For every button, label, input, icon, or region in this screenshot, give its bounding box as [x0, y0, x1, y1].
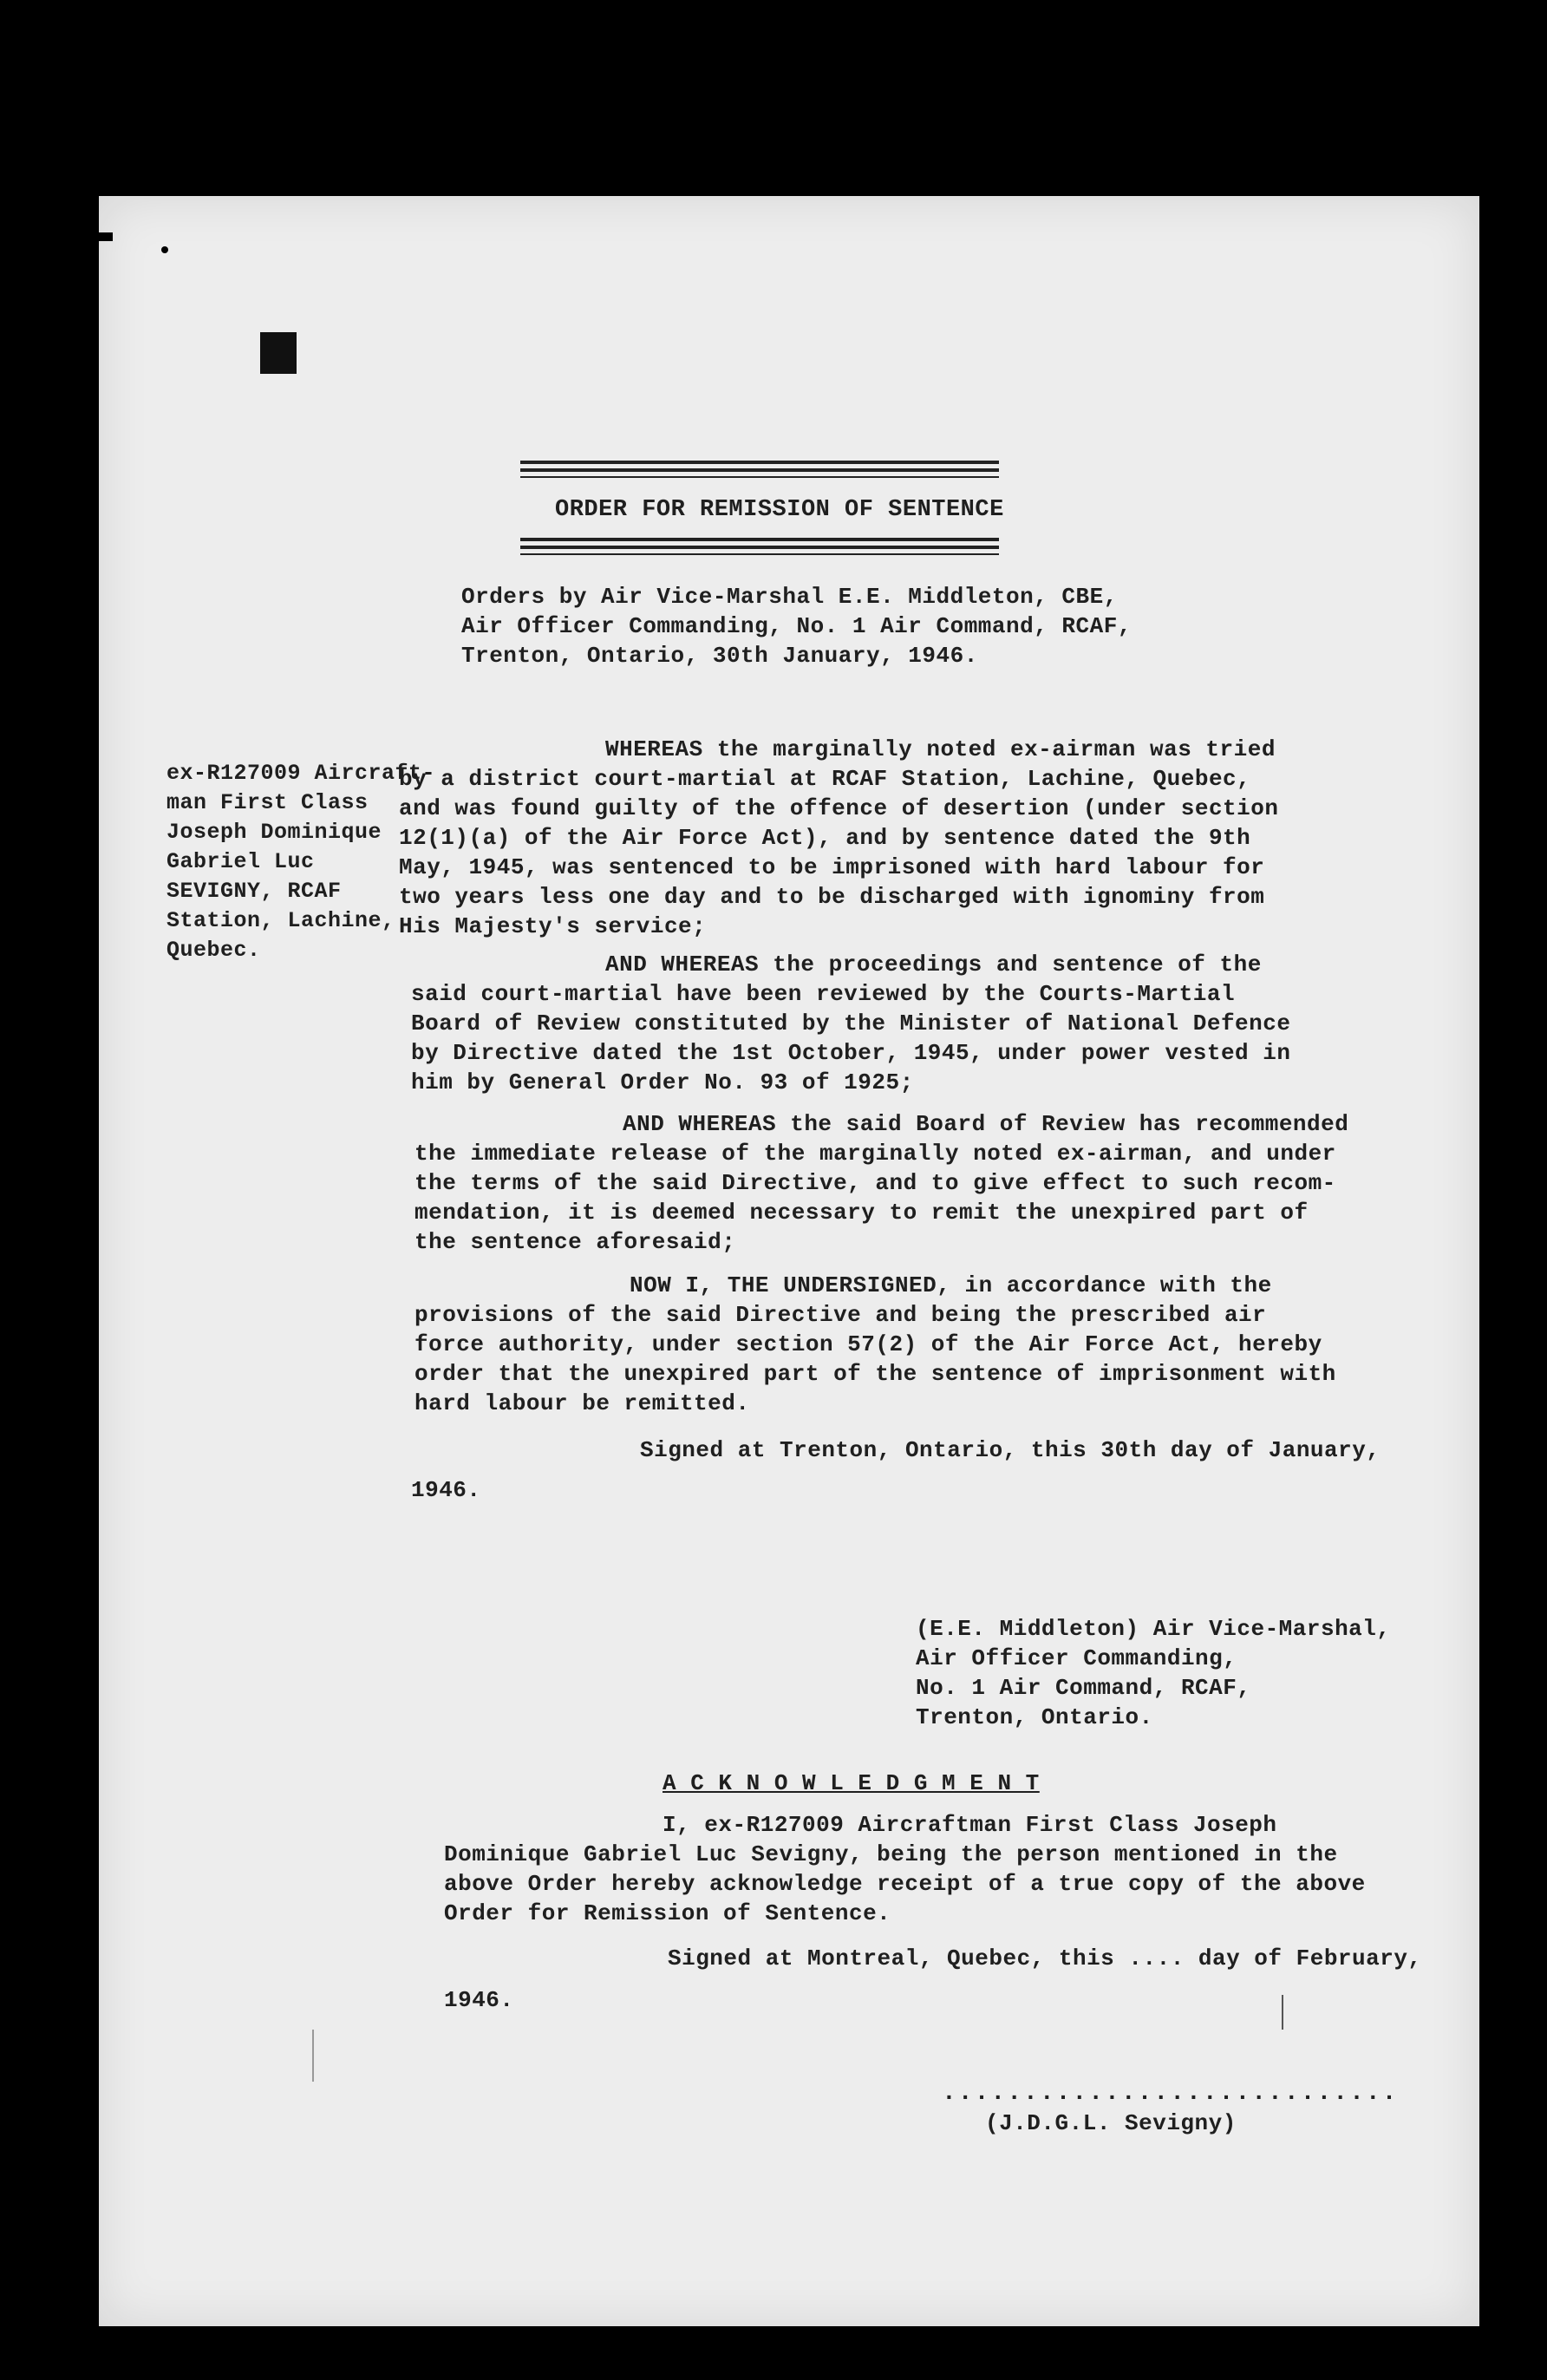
body-line: by Directive dated the 1st October, 1945, under power vested in: [411, 1040, 1291, 1066]
margin-line: Station, Lachine,: [166, 908, 395, 933]
document-title: ORDER FOR REMISSION OF SENTENCE: [555, 497, 1004, 523]
body-line: AND WHEREAS the proceedings and sentence of the: [605, 951, 1262, 978]
signed-line: Signed at Trenton, Ontario, this 30th day of January,: [640, 1437, 1381, 1463]
body-line: by a district court-martial at RCAF Station, Lachine, Quebec,: [399, 766, 1251, 792]
title-rule-bottom-3: [520, 553, 999, 555]
margin-mark: [1282, 1995, 1283, 2030]
margin-line: Gabriel Luc: [166, 849, 315, 874]
body-line: two years less one day and to be discharged with ignominy from: [399, 884, 1265, 910]
margin-mark: [312, 2030, 314, 2082]
punch-mark: [260, 332, 297, 374]
body-line: order that the unexpired part of the sentence of imprisonment with: [414, 1361, 1336, 1387]
body-line: May, 1945, was sentenced to be imprisoned with hard labour for: [399, 854, 1265, 880]
signature-line: Trenton, Ontario.: [916, 1704, 1153, 1730]
margin-line: Quebec.: [166, 938, 261, 963]
body-line: AND WHEREAS the said Board of Review has recommended: [623, 1111, 1349, 1137]
body-line: him by General Order No. 93 of 1925;: [411, 1069, 914, 1095]
margin-line: SEVIGNY, RCAF: [166, 879, 342, 904]
title-rule-bottom-2: [520, 546, 999, 549]
page-speck: [161, 246, 168, 253]
signature-line: No. 1 Air Command, RCAF,: [916, 1675, 1251, 1701]
signature-line: (E.E. Middleton) Air Vice-Marshal,: [916, 1616, 1391, 1642]
signature-dotted-line: ............................: [942, 2080, 1399, 2107]
header-line: Air Officer Commanding, No. 1 Air Command, RCAF,: [461, 613, 1132, 639]
body-line: NOW I, THE UNDERSIGNED, in accordance with the: [630, 1272, 1272, 1298]
page-notch: [99, 232, 113, 241]
body-line: the sentence aforesaid;: [414, 1229, 736, 1255]
body-line: WHEREAS the marginally noted ex-airman was tried: [605, 736, 1276, 762]
ack-line: above Order hereby acknowledge receipt of a true copy of the above: [444, 1871, 1366, 1897]
header-line: Orders by Air Vice-Marshal E.E. Middleton, CBE,: [461, 584, 1118, 610]
ack-signed-line: Signed at Montreal, Quebec, this .... day of February,: [668, 1945, 1422, 1971]
title-rule-top-3: [520, 476, 999, 478]
header-line: Trenton, Ontario, 30th January, 1946.: [461, 643, 978, 669]
body-line: the terms of the said Directive, and to give effect to such recom-: [414, 1170, 1336, 1196]
body-line: Board of Review constituted by the Minister of National Defence: [411, 1010, 1291, 1036]
title-rule-top-2: [520, 468, 999, 472]
ack-title: A C K N O W L E D G M E N T: [663, 1770, 1040, 1796]
body-line: 12(1)(a) of the Air Force Act), and by sentence dated the 9th: [399, 825, 1251, 851]
body-line: mendation, it is deemed necessary to remit the unexpired part of: [414, 1200, 1309, 1226]
body-line: and was found guilty of the offence of desertion (under section: [399, 795, 1279, 821]
signed-year: 1946.: [411, 1477, 481, 1503]
margin-line: ex-R127009 Aircraft-: [166, 761, 436, 786]
signature-line: Air Officer Commanding,: [916, 1645, 1237, 1671]
ack-line: Dominique Gabriel Luc Sevigny, being the person mentioned in the: [444, 1841, 1338, 1867]
ack-year: 1946.: [444, 1987, 514, 2013]
ack-signature-name: (J.D.G.L. Sevigny): [985, 2110, 1237, 2136]
body-line: His Majesty's service;: [399, 913, 707, 939]
ack-line: Order for Remission of Sentence.: [444, 1900, 891, 1926]
ack-line: I, ex-R127009 Aircraftman First Class Joseph: [663, 1812, 1277, 1838]
margin-line: man First Class: [166, 790, 369, 815]
body-line: force authority, under section 57(2) of the Air Force Act, hereby: [414, 1331, 1322, 1357]
body-line: the immediate release of the marginally noted ex-airman, and under: [414, 1141, 1336, 1167]
body-line: hard labour be remitted.: [414, 1390, 750, 1416]
body-line: provisions of the said Directive and being the prescribed air: [414, 1302, 1267, 1328]
title-rule-bottom-1: [520, 538, 999, 541]
title-rule-top-1: [520, 461, 999, 464]
body-line: said court-martial have been reviewed by the Courts-Martial: [411, 981, 1236, 1007]
margin-line: Joseph Dominique: [166, 820, 382, 845]
